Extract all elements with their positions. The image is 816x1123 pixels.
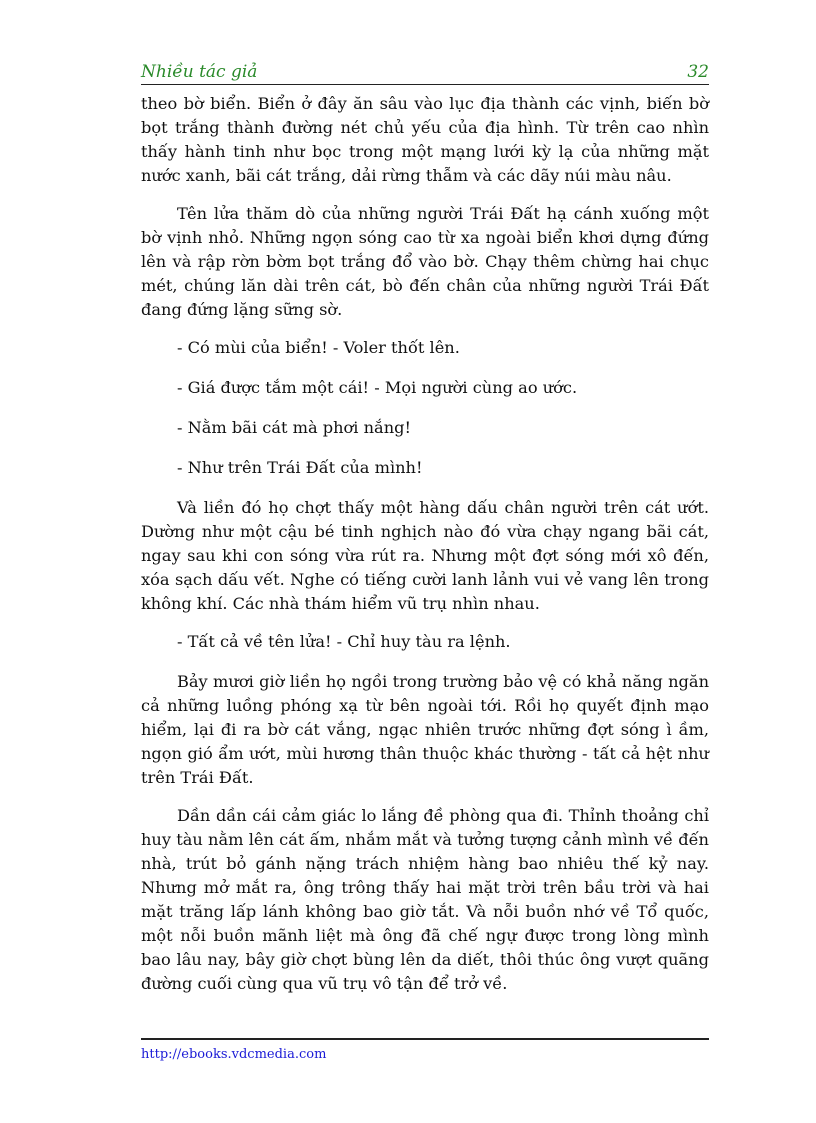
- page-body: [141, 92, 709, 1010]
- page-number: 32: [687, 62, 709, 82]
- footer-link[interactable]: http://ebooks.vdcmedia.com: [141, 1047, 327, 1062]
- dialogue-line: - Như trên Trái Đất của mình!: [177, 458, 423, 477]
- paragraph: Dần dần cái cảm giác lo lắng đề phòng qua đi. Thỉnh thoảng chỉ huy tàu nằm lên cát ấm, nhắm mắt và tưởng tượng cảnh mình về đến nhà, trút bỏ gánh nặng trách nhiệm hàng bao nhiêu thế kỷ nay. Nhưng mở mắt ra, ông trông thấy hai mặt trời trên bầu trời và hai mặt trăng lấp lánh không bao giờ tắt. Và nỗi buồn nhớ về Tổ quốc, một nỗi buồn mãnh liệt mà ông đã chế ngự được trong lòng mình bao lâu nay, bây giờ chợt bùng lên da diết, thôi thúc ông vượt quãng đường cuối cùng qua vũ trụ vô tận để trở về.: [141, 806, 709, 993]
- paragraph: Tên lửa thăm dò của những người Trái Đất hạ cánh xuống một bờ vịnh nhỏ. Những ngọn sóng cao từ xa ngoài biển khơi dựng đứng lên và rập rờn bờm bọt trắng đổ vào bờ. Chạy thêm chừng hai chục mét, chúng lăn dài trên cát, bò đến chân của những người Trái Đất đang đứng lặng sững sờ.: [141, 204, 709, 319]
- paragraph: Và liền đó họ chợt thấy một hàng dấu chân người trên cát ướt. Dường như một cậu bé tinh nghịch nào đó vừa chạy ngang bãi cát, ngay sau khi con sóng vừa rút ra. Nhưng một đợt sóng mới xô đến, xóa sạch dấu vết. Nghe có tiếng cười lanh lảnh vui vẻ vang lên trong không khí. Các nhà thám hiểm vũ trụ nhìn nhau.: [141, 498, 709, 613]
- page-header: [141, 62, 709, 85]
- paragraph: Bảy mươi giờ liền họ ngồi trong trường bảo vệ có khả năng ngăn cả những luồng phóng xạ từ bên ngoài tới. Rồi họ quyết định mạo hiểm, lại đi ra bờ cát vắng, ngạc nhiên trước những đợt sóng ì ầm, ngọn gió ẩm ướt, mùi hương thân thuộc khác thường - tất cả hệt như trên Trái Đất.: [141, 672, 709, 787]
- dialogue-line: - Giá được tắm một cái! - Mọi người cùng ao ước.: [177, 378, 578, 397]
- header-author: Nhiều tác giả: [141, 62, 258, 82]
- paragraph: theo bờ biển. Biển ở đây ăn sâu vào lục địa thành các vịnh, biến bờ bọt trắng thành đường nét chủ yếu của địa hình. Từ trên cao nhìn thấy hành tinh như bọc trong một mạng lưới kỳ lạ của những mặt nước xanh, bãi cát trắng, dải rừng thẫm và các dãy núi màu nâu.: [141, 94, 709, 185]
- dialogue-line: - Tất cả về tên lửa! - Chỉ huy tàu ra lệnh.: [177, 632, 511, 651]
- dialogue-line: - Nằm bãi cát mà phơi nắng!: [177, 418, 411, 437]
- footer-divider: [141, 1038, 709, 1040]
- dialogue-line: - Có mùi của biển! - Voler thốt lên.: [177, 338, 460, 357]
